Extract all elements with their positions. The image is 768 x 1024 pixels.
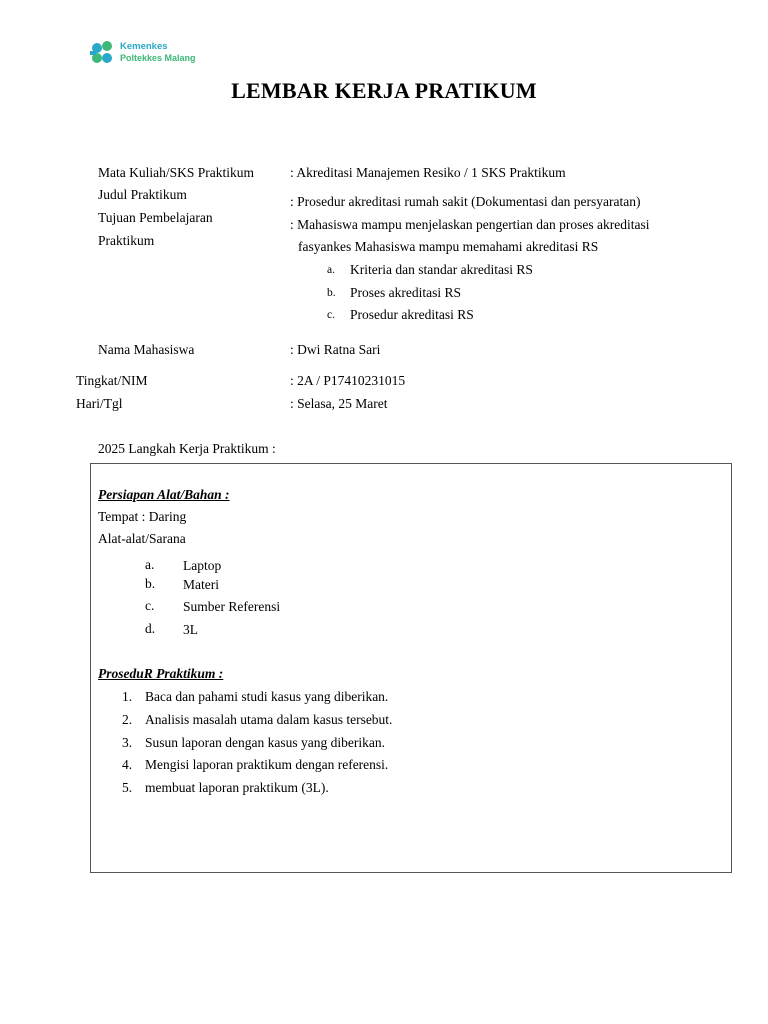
judul-label: Judul Praktikum bbox=[98, 187, 187, 202]
tujuan-value-line2: fasyankes Mahasiswa mampu memahami akreditasi RS bbox=[298, 239, 599, 254]
nama-label: Nama Mahasiswa bbox=[98, 342, 195, 357]
step-number: 3. bbox=[122, 735, 133, 750]
tujuan-sub-text: Proses akreditasi RS bbox=[350, 285, 461, 300]
hari-value: : Selasa, 25 Maret bbox=[290, 396, 388, 411]
step-text: Baca dan pahami studi kasus yang diberikan. bbox=[145, 689, 389, 704]
mata-kuliah-label: Mata Kuliah/SKS Praktikum bbox=[98, 165, 254, 180]
step-text: Analisis masalah utama dalam kasus tersebut. bbox=[145, 712, 393, 727]
step-number: 1. bbox=[122, 689, 133, 704]
alat-label: Alat-alat/Sarana bbox=[98, 531, 186, 546]
kemenkes-logo bbox=[88, 38, 208, 68]
tujuan-sub-text: Kriteria dan standar akreditasi RS bbox=[350, 262, 533, 277]
tujuan-sub-letter: c. bbox=[327, 309, 335, 321]
page-title: LEMBAR KERJA PRATIKUM bbox=[231, 78, 537, 103]
langkah-label: 2025 Langkah Kerja Praktikum : bbox=[98, 441, 276, 456]
alat-item-text: Laptop bbox=[183, 558, 222, 573]
alat-item-text: Sumber Referensi bbox=[183, 599, 281, 614]
logo-line1: Kemenkes bbox=[120, 41, 168, 52]
step-number: 2. bbox=[122, 712, 133, 727]
step-number: 4. bbox=[122, 757, 133, 772]
mata-kuliah-value: : Akreditasi Manajemen Resiko / 1 SKS Praktikum bbox=[290, 165, 566, 180]
logo-line2: Poltekkes Malang bbox=[120, 53, 196, 63]
nama-value: : Dwi Ratna Sari bbox=[290, 342, 381, 357]
alat-item-letter: a. bbox=[145, 557, 155, 572]
tujuan-sub-letter: b. bbox=[327, 287, 336, 299]
alat-item-letter: d. bbox=[145, 621, 156, 636]
prosedur-heading: ProseduR Praktikum : bbox=[98, 666, 224, 681]
step-number: 5. bbox=[122, 780, 133, 795]
persiapan-heading: Persiapan Alat/Bahan : bbox=[98, 487, 230, 502]
kemenkes-emblem-icon bbox=[88, 38, 118, 68]
step-text: Mengisi laporan praktikum dengan referensi. bbox=[145, 757, 389, 772]
alat-item-letter: c. bbox=[145, 598, 155, 613]
alat-item-text: 3L bbox=[183, 622, 198, 637]
tujuan-sub-text: Prosedur akreditasi RS bbox=[350, 307, 474, 322]
tujuan-label-line2: Praktikum bbox=[98, 233, 155, 248]
step-text: membuat laporan praktikum (3L). bbox=[145, 780, 329, 795]
tingkat-label: Tingkat/NIM bbox=[76, 373, 148, 388]
tempat-text: Tempat : Daring bbox=[98, 509, 187, 524]
tujuan-value-line1: : Mahasiswa mampu menjelaskan pengertian dan proses akreditasi bbox=[290, 217, 650, 232]
tingkat-value: : 2A / P17410231015 bbox=[290, 373, 406, 388]
alat-item-text: Materi bbox=[183, 577, 219, 592]
alat-item-letter: b. bbox=[145, 576, 156, 591]
judul-value: : Prosedur akreditasi rumah sakit (Dokumentasi dan persyaratan) bbox=[290, 194, 641, 209]
tujuan-sub-letter: a. bbox=[327, 264, 335, 276]
step-text: Susun laporan dengan kasus yang diberikan. bbox=[145, 735, 385, 750]
tujuan-label-line1: Tujuan Pembelajaran bbox=[98, 210, 213, 225]
hari-label: Hari/Tgl bbox=[76, 396, 123, 411]
